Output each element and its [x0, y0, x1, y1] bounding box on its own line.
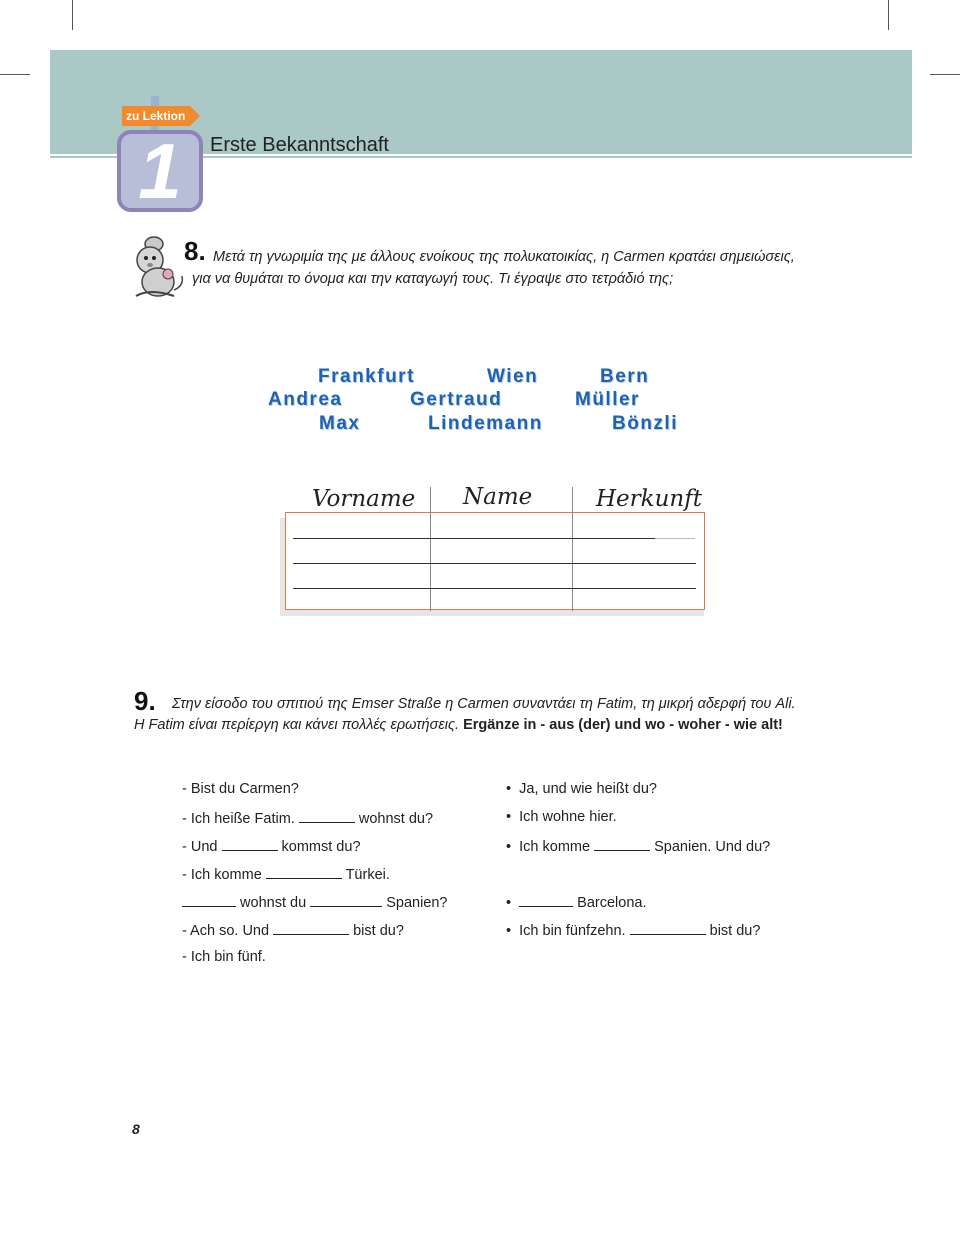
exercise-8-instruction-line1: Μετά τη γνωριμία της με άλλους ενοίκους της πολυκατοικίας, η Carmen κρατάει σημειώσεις,: [213, 249, 795, 265]
answer-blank[interactable]: [310, 893, 382, 907]
answer-blank[interactable]: [519, 893, 573, 907]
dialogue-line: - Bist du Carmen?: [182, 781, 299, 797]
crop-mark: [0, 74, 30, 75]
handwritten-header-name: Name: [463, 484, 533, 510]
dialogue-line: • Barcelona.: [506, 895, 647, 911]
form-answer-line[interactable]: [293, 563, 696, 564]
word-lindemann: Lindemann: [428, 413, 543, 434]
exercise-8-number: 8.: [184, 236, 206, 266]
word-mueller: Müller: [575, 389, 640, 410]
dialogue-line: - Ich komme Türkei.: [182, 867, 390, 883]
page-number: 8: [132, 1121, 140, 1137]
word-max: Max: [319, 413, 361, 434]
answer-blank[interactable]: [266, 865, 342, 879]
crop-mark: [72, 0, 73, 30]
dialogue-line: - Und kommst du?: [182, 839, 361, 855]
page-title: Erste Bekanntschaft: [210, 134, 389, 156]
word-bern: Bern: [600, 366, 650, 387]
crop-mark: [888, 0, 889, 30]
exercise-8-instruction-line2: για να θυμάται το όνομα και την καταγωγή τους. Τι έγραψε στο τετράδιό της;: [192, 271, 674, 287]
lesson-number: 1: [138, 127, 182, 215]
form-answer-line[interactable]: [293, 588, 696, 589]
dialogue-line: - Ich heiße Fatim. wohnst du?: [182, 811, 434, 827]
exercise-9-instruction-task: Ergänze in - aus (der) und wo - woher - wie alt!: [463, 717, 783, 733]
exercise-9-instruction-greek: Η Fatim είναι περίεργη και κάνει πολλές ερωτήσεις.: [134, 717, 460, 733]
notebook-form: [285, 512, 705, 610]
dialogue-line: • Ich komme Spanien. Und du?: [506, 839, 771, 855]
dialogue-line: - Ich bin fünf.: [182, 949, 266, 965]
form-divider: [430, 487, 431, 611]
word-gertraud: Gertraud: [410, 389, 503, 410]
mouse-mascot-icon: [130, 230, 186, 302]
dialogue-line: • Ja, und wie heißt du?: [506, 781, 657, 797]
form-answer-line-tail: [655, 538, 695, 539]
lesson-tag: zu Lektion: [122, 106, 190, 126]
answer-blank[interactable]: [273, 921, 349, 935]
dialogue-line: • Ich bin fünfzehn. bist du?: [506, 923, 761, 939]
exercise-9-instruction-line2: [134, 714, 783, 736]
answer-blank[interactable]: [299, 809, 355, 823]
form-divider: [572, 487, 573, 611]
crop-mark: [930, 74, 960, 75]
word-boenzli: Bönzli: [612, 413, 678, 434]
answer-blank[interactable]: [594, 837, 650, 851]
answer-blank[interactable]: [630, 921, 706, 935]
form-answer-line[interactable]: [293, 538, 655, 539]
word-andrea: Andrea: [268, 389, 343, 410]
dialogue-line: • Ich wohne hier.: [506, 809, 617, 825]
word-wien: Wien: [487, 366, 539, 387]
dialogue-line: - Ach so. Und bist du?: [182, 923, 404, 939]
word-frankfurt: Frankfurt: [318, 366, 415, 387]
handwritten-header-herkunft: Herkunft: [596, 486, 702, 512]
exercise-9-number: 9.: [134, 686, 156, 716]
handwritten-header-vorname: Vorname: [312, 486, 416, 512]
answer-blank[interactable]: [182, 893, 236, 907]
dialogue-line: wohnst du Spanien?: [182, 893, 447, 911]
answer-blank[interactable]: [222, 837, 278, 851]
exercise-9-instruction-line1: Στην είσοδο του σπιτιού της Emser Straße η Carmen συναντάει τη Fatim, τη μικρή αδερφή του Ali.: [172, 696, 796, 712]
lesson-number-box: [117, 127, 203, 215]
